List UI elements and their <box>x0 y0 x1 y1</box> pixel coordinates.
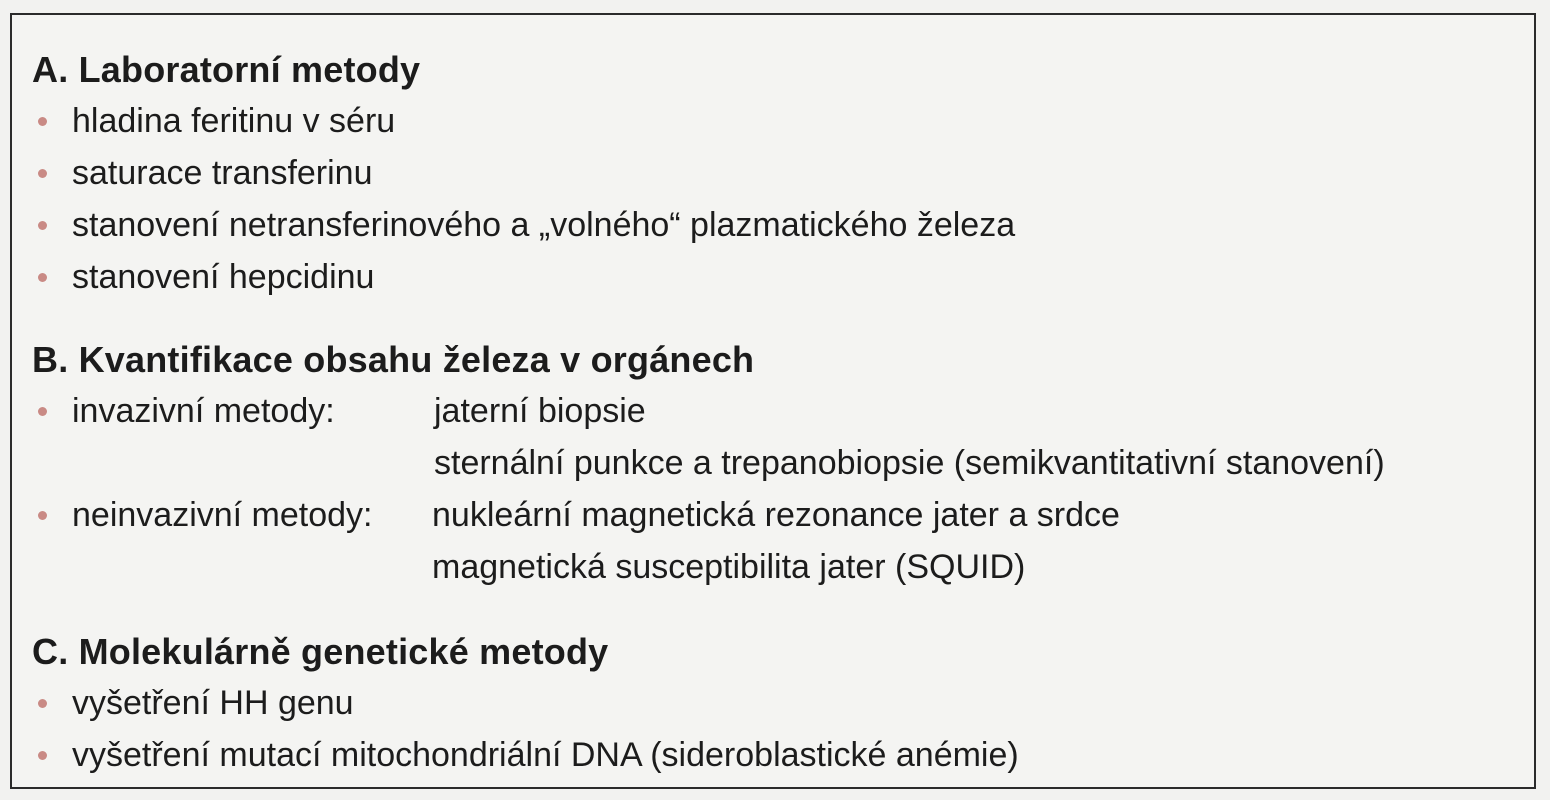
section-molecular-genetic-methods <box>32 627 1524 781</box>
method-category-label: invazivní metody: <box>72 392 335 430</box>
method-list <box>32 677 1524 781</box>
method-name: sternální punkce a trepanobiopsie (semikvantitativní stanovení) <box>434 444 1385 482</box>
list-item-text: stanovení netransferinového a „volného“ plazmatického železa <box>72 206 1016 244</box>
method-name: magnetická susceptibilita jater (SQUID) <box>432 548 1026 586</box>
list-item <box>32 729 1524 781</box>
list-item <box>32 385 1524 489</box>
section-heading: B. Kvantifikace obsahu železa v orgánech <box>32 339 755 380</box>
list-item-text: vyšetření mutací mitochondriální DNA (sideroblastické anémie) <box>72 736 1019 774</box>
list-item <box>32 251 1524 303</box>
method-name: nukleární magnetická rezonance jater a srdce <box>432 496 1120 534</box>
section-heading: C. Molekulárně genetické metody <box>32 631 609 672</box>
list-item <box>32 147 1524 199</box>
bullet-icon <box>38 699 47 708</box>
method-list <box>32 385 1524 593</box>
bullet-icon <box>38 407 47 416</box>
section-heading: A. Laboratorní metody <box>32 49 421 90</box>
list-item-text: saturace transferinu <box>72 154 373 192</box>
method-category-label: neinvazivní metody: <box>72 496 373 534</box>
list-item-text: vyšetření HH genu <box>72 684 354 722</box>
methods-table-frame <box>10 13 1536 789</box>
bullet-icon <box>38 221 47 230</box>
list-item <box>32 489 1524 593</box>
bullet-icon <box>38 273 47 282</box>
bullet-icon <box>38 751 47 760</box>
method-name: jaterní biopsie <box>434 392 646 430</box>
section-iron-quantification <box>32 335 1524 593</box>
method-list <box>32 95 1524 303</box>
bullet-icon <box>38 117 47 126</box>
list-item <box>32 199 1524 251</box>
list-item <box>32 677 1524 729</box>
bullet-icon <box>38 511 47 520</box>
list-item-text: hladina feritinu v séru <box>72 102 396 140</box>
section-laboratory-methods <box>32 45 1524 303</box>
bullet-icon <box>38 169 47 178</box>
list-item-text: stanovení hepcidinu <box>72 258 375 296</box>
list-item <box>32 95 1524 147</box>
